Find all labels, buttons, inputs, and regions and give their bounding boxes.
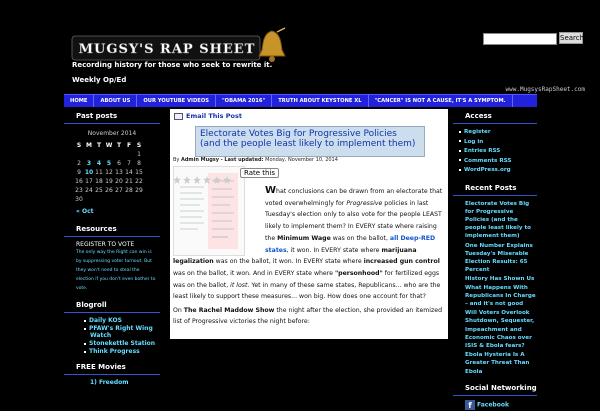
register-description: The only way the Right can win is by suppressing voter turnout. But they won't need to steal the election if you don't even bother to vote. xyxy=(76,250,156,291)
access-link-register[interactable] xyxy=(453,128,537,138)
embedded-video[interactable] xyxy=(170,339,448,400)
calendar-day: 8 xyxy=(137,160,141,167)
blogroll-item[interactable] xyxy=(64,340,160,347)
bullet-icon xyxy=(459,131,461,133)
recent-posts-heading: Recent Posts xyxy=(453,182,537,196)
mail-icon xyxy=(174,113,183,120)
rate-this-button[interactable]: Rate this xyxy=(240,168,279,178)
calendar-day-header: S xyxy=(76,141,82,149)
calendar-day: 2 xyxy=(77,160,81,167)
calendar-day: 11 xyxy=(95,169,103,176)
register-to-vote-link[interactable]: REGISTER TO VOTE xyxy=(76,241,135,248)
calendar xyxy=(74,140,144,204)
blogroll-label: Stonekettle Station xyxy=(89,340,156,347)
dropcap: W xyxy=(265,185,277,196)
star-icon[interactable] xyxy=(183,176,191,184)
calendar-day: 20 xyxy=(115,178,123,185)
blogroll-item[interactable] xyxy=(64,325,160,339)
site-url: www.MugsysRapSheet.com xyxy=(505,86,585,93)
bullet-icon xyxy=(84,320,86,322)
text-span: Progressive xyxy=(346,199,383,207)
site-header xyxy=(0,0,600,93)
facebook-link[interactable] xyxy=(453,400,537,410)
calendar-day: 24 xyxy=(85,187,93,194)
facebook-icon: f xyxy=(465,400,475,410)
recent-post-link[interactable]: Ebola Hysteria Is A Greater Threat Than Ebola xyxy=(465,352,530,375)
bullet-icon xyxy=(459,150,461,152)
byline-author[interactable]: Admin Mugsy xyxy=(180,157,220,163)
text-span: increased gun control xyxy=(363,258,440,266)
text-span: for fertilized eggs was on the ballot, xyxy=(173,269,440,289)
post-content xyxy=(170,109,448,400)
calendar-day: 21 xyxy=(125,178,133,185)
recent-post-link[interactable]: History Has Shown Us What Happens With Republicans In Charge – and it's not good xyxy=(465,276,536,307)
site-logo[interactable] xyxy=(72,34,262,62)
logo-text: MUGSY'S RAP SHEET xyxy=(78,42,256,57)
access-link-login[interactable] xyxy=(453,138,537,148)
nav-item-cancer[interactable]: "CANCER" IS NOT A CAUSE, IT'S A SYMPTOM. xyxy=(369,95,513,107)
calendar-day: 9 xyxy=(77,169,81,176)
bullet-icon xyxy=(84,351,86,353)
calendar-day: 16 xyxy=(75,178,83,185)
calendar-day: 1 xyxy=(137,151,141,158)
text-span: marijuana legalization xyxy=(173,246,417,266)
search-button[interactable]: Search xyxy=(560,34,585,42)
calendar-week xyxy=(74,150,144,159)
calendar-empty-cell xyxy=(94,150,104,159)
post-paragraph-2 xyxy=(173,305,445,327)
access-label: Comments RSS xyxy=(464,157,512,164)
calendar-day: 18 xyxy=(95,178,103,185)
blogroll-label: PFAW's Right Wing Watch xyxy=(89,325,153,339)
post-title-box xyxy=(195,126,425,157)
calendar-day: 15 xyxy=(135,169,143,176)
star-icon[interactable] xyxy=(203,176,211,184)
calendar-empty-cell xyxy=(84,195,94,204)
access-link-wordpress[interactable] xyxy=(453,166,537,176)
calendar-empty-cell xyxy=(114,195,124,204)
calendar-day: 13 xyxy=(115,169,123,176)
recent-post-link[interactable]: Will Voters Overlook Shutdown, Sequester, Impeachment and Economic Chaos over ISIS & Ebola fears? xyxy=(465,310,535,349)
recent-post-link[interactable]: One Number Explains Tuesday's Miserable Election Results: 65 Percent xyxy=(465,242,533,274)
calendar-day-header: T xyxy=(96,141,102,149)
calendar-day: 14 xyxy=(125,169,133,176)
calendar-prev-link[interactable]: « Oct xyxy=(76,208,94,215)
calendar-day-header: M xyxy=(86,141,92,149)
calendar-day: 26 xyxy=(105,187,113,194)
calendar-day-header: S xyxy=(136,141,142,149)
calendar-day: 23 xyxy=(75,187,83,194)
calendar-week xyxy=(74,195,144,204)
calendar-empty-cell xyxy=(124,195,134,204)
calendar-day: 25 xyxy=(95,187,103,194)
calendar-day: 17 xyxy=(85,178,93,185)
free-movies-heading: FREE Movies xyxy=(64,361,160,375)
text-span: Minimum Wage xyxy=(277,234,331,242)
calendar-empty-cell xyxy=(84,150,94,159)
calendar-day: 6 xyxy=(117,160,121,167)
post-paragraph-1 xyxy=(173,185,444,303)
blogroll-item[interactable] xyxy=(64,317,160,324)
calendar-week xyxy=(74,168,144,177)
star-icon[interactable] xyxy=(173,176,181,184)
byline-date: Monday, November 10, 2014 xyxy=(265,157,338,163)
facebook-label: Facebook xyxy=(477,401,509,409)
nav-item-obama[interactable]: "OBAMA 2016" xyxy=(216,95,272,107)
calendar-empty-cell xyxy=(124,150,134,159)
byline-by: By xyxy=(173,157,180,163)
text-span: it lost xyxy=(230,281,248,289)
access-link-comments-rss[interactable] xyxy=(453,157,537,167)
calendar-empty-cell xyxy=(134,195,144,204)
calendar-day[interactable]: 4 xyxy=(96,160,102,167)
text-span: . Yet in many of these same states, Republicans... who are the least likely to support these measures... won big. How does one account for that? xyxy=(173,281,441,301)
calendar-week xyxy=(74,186,144,195)
text-span: was on the ballot, xyxy=(330,234,390,242)
nav-item-about[interactable]: ABOUT US xyxy=(94,95,137,107)
access-label: WordPress.org xyxy=(464,167,511,173)
blogroll-heading: Blogroll xyxy=(64,299,160,313)
calendar-empty-cell xyxy=(74,150,84,159)
social-heading: Social Networking xyxy=(453,382,537,396)
post-byline xyxy=(173,157,338,163)
recent-post-link[interactable]: Electorate Votes Big for Progressive Policies (and the people least likely to implement them) xyxy=(465,200,531,240)
calendar-day: 22 xyxy=(135,178,143,185)
byline-updated-label: - Last updated: xyxy=(220,157,264,163)
access-label: Log in xyxy=(464,138,484,145)
calendar-caption: November 2014 xyxy=(87,130,137,137)
right-sidebar xyxy=(453,110,537,410)
site-tagline: Recording history for those who seek to rewrite it. xyxy=(72,61,273,69)
bullet-icon xyxy=(459,159,461,161)
access-label: Entries RSS xyxy=(464,148,501,154)
blogroll-label: Daily KOS xyxy=(89,317,122,324)
calendar-day: 7 xyxy=(127,160,131,167)
main-nav xyxy=(64,94,537,107)
access-heading: Access xyxy=(453,110,537,124)
left-sidebar xyxy=(64,110,160,400)
text-span: was on the ballot, it won. In EVERY state where xyxy=(213,258,364,266)
calendar-day: 19 xyxy=(105,178,113,185)
calendar-day: 29 xyxy=(135,187,143,194)
deep-red-states-link[interactable]: all Deep-RED states xyxy=(265,234,436,254)
bullet-icon xyxy=(84,343,86,345)
calendar-empty-cell xyxy=(94,195,104,204)
nav-item-youtube[interactable]: OUR YOUTUBE VIDEOS xyxy=(137,95,216,107)
star-icon[interactable] xyxy=(193,176,201,184)
past-posts-heading: Past posts xyxy=(64,110,160,124)
text-span: was on the ballot, it won. And in EVERY state where xyxy=(173,269,335,277)
text-span: the night after the election, she provided an itemized list of Progressive victories the night before: xyxy=(173,307,443,325)
text-span: The Rachel Maddow Show xyxy=(183,307,275,314)
site-subhead: Weekly Op/Ed xyxy=(72,76,127,84)
star-icon[interactable] xyxy=(213,176,221,184)
nav-item-home[interactable]: HOME xyxy=(64,95,94,107)
calendar-empty-cell xyxy=(104,150,114,159)
calendar-week xyxy=(74,159,144,168)
search-input[interactable] xyxy=(483,33,557,45)
text-span: "personhood" xyxy=(334,269,383,277)
calendar-day: 27 xyxy=(115,187,123,194)
calendar-day[interactable]: 5 xyxy=(106,160,112,167)
free-movie-item[interactable]: 1) Freedom xyxy=(90,379,129,386)
resources-heading: Resources xyxy=(64,223,160,237)
bell-icon xyxy=(255,28,289,64)
blogroll-item[interactable] xyxy=(64,348,160,355)
calendar-day: 28 xyxy=(125,187,133,194)
blogroll-label: Think Progress xyxy=(89,348,140,355)
calendar-day-header: T xyxy=(116,141,122,149)
calendar-empty-cell xyxy=(104,195,114,204)
calendar-day: 12 xyxy=(105,169,113,176)
calendar-week xyxy=(74,177,144,186)
nav-item-keystone[interactable]: TRUTH ABOUT KEYSTONE XL xyxy=(272,95,368,107)
bullet-icon xyxy=(459,140,461,142)
calendar-day[interactable]: 10 xyxy=(84,169,94,176)
calendar-day[interactable]: 3 xyxy=(86,160,92,167)
text-span: On xyxy=(173,307,184,314)
text-span: hat conclusions can be drawn from an electorate that voted overwhelmingly for xyxy=(265,188,443,207)
calendar-day-header: W xyxy=(105,141,113,149)
calendar-day: 30 xyxy=(75,196,83,203)
calendar-empty-cell xyxy=(114,150,124,159)
bullet-icon xyxy=(459,169,461,171)
bullet-icon xyxy=(84,328,86,330)
email-this-post-link[interactable] xyxy=(174,112,242,120)
post-title[interactable]: Electorate Votes Big for Progressive Policies (and the people least likely to implement them) xyxy=(200,129,416,149)
access-link-entries-rss[interactable] xyxy=(453,147,537,157)
email-label: Email This Post xyxy=(186,112,242,120)
access-label: Register xyxy=(464,129,491,135)
star-icon[interactable] xyxy=(223,176,231,184)
text-span: , it won. In EVERY state where xyxy=(286,246,382,254)
text-span: policies in last Tuesday's election only to also vote for the people LEAST likely to implement them? In EVERY state where raising the xyxy=(265,199,442,242)
calendar-day-header: F xyxy=(126,141,132,149)
